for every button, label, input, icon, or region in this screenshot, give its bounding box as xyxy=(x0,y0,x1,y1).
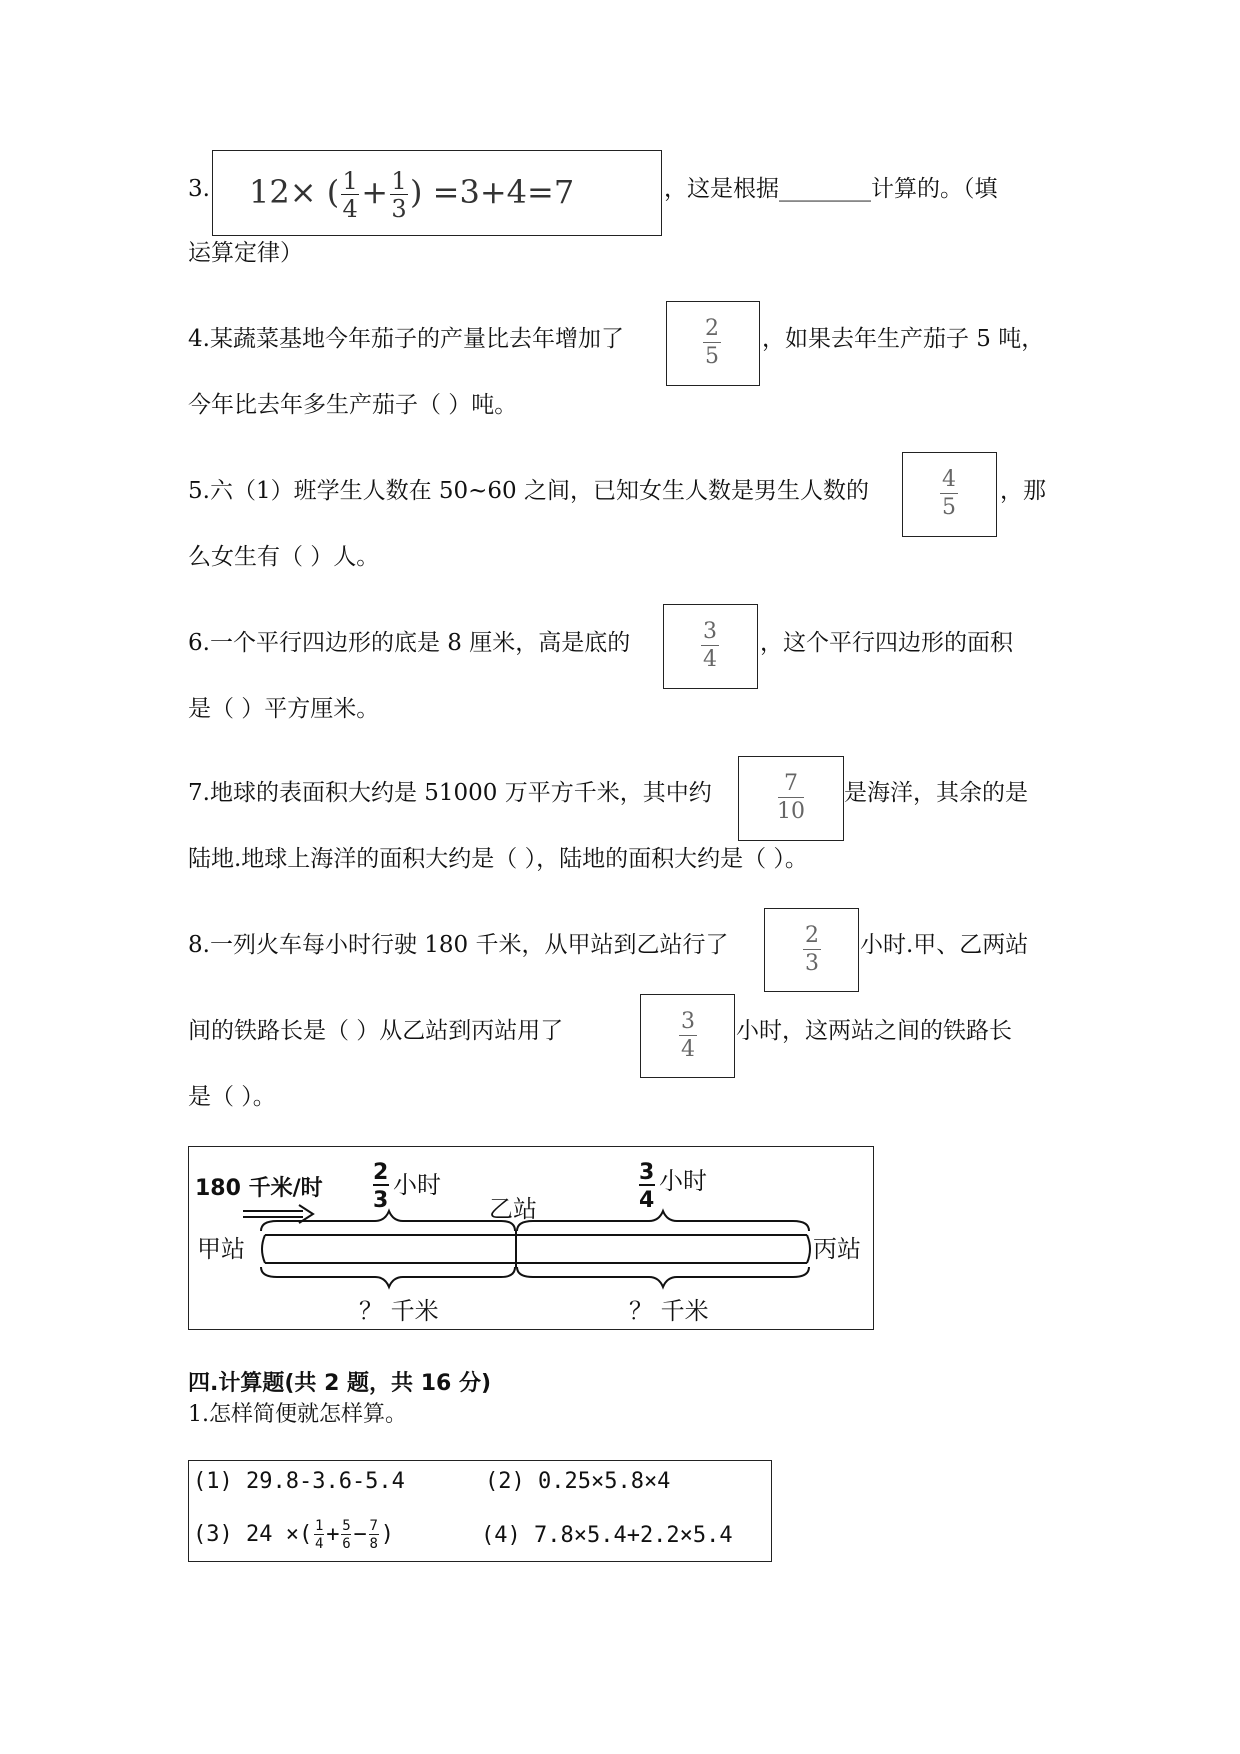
q6-text-after: ，这个平行四边形的面积 xyxy=(760,630,1013,656)
q4-line2: 今年比去年多生产茄子（ ）吨。 xyxy=(188,392,518,418)
q4-text: 4.某蔬菜基地今年茄子的产量比去年增加了 xyxy=(188,326,624,352)
top-brace-1 xyxy=(261,1211,515,1231)
q8-fraction-box-1 xyxy=(764,908,859,992)
q3-plus: + xyxy=(361,173,388,211)
q8-fraction-2: 3 4 xyxy=(681,1009,695,1062)
diagram-frac2-unit: 小时 xyxy=(659,1167,707,1195)
q4-fraction-box xyxy=(666,301,760,386)
q3-f2-num: 1 xyxy=(391,166,407,195)
section4-q1: 1.怎样简便就怎样算。 xyxy=(188,1402,407,1427)
q3-number: 3. xyxy=(188,176,210,202)
q5-line2: 么女生有（ ）人。 xyxy=(188,544,380,570)
q8-line3: 是（ ）。 xyxy=(188,1084,276,1110)
q5-fraction-box xyxy=(902,452,997,537)
bottom-brace-2 xyxy=(517,1267,809,1287)
problem-3-suffix: ) xyxy=(380,1522,394,1547)
q4-text-after: ，如果去年生产茄子 5 吨， xyxy=(762,326,1045,352)
problem-3-minus: − xyxy=(353,1522,367,1547)
q3-formula-box xyxy=(212,150,662,236)
q3-formula xyxy=(249,166,575,223)
speed-label: 180 千米/时 xyxy=(195,1176,323,1201)
unknown-distance-1: ？ 千米 xyxy=(359,1297,439,1325)
q7-text-after: 是海洋，其余的是 xyxy=(844,780,1028,806)
rail-left-cap xyxy=(262,1235,265,1263)
diagram-frac1-num: 2 xyxy=(373,1160,389,1185)
q3-f1-den: 4 xyxy=(342,194,358,223)
rail-right-cap xyxy=(807,1235,810,1263)
q3-fraction-2 xyxy=(390,166,408,223)
q7-fraction-box xyxy=(738,756,844,841)
diagram-frac2-num: 3 xyxy=(639,1160,655,1185)
q6-fraction-box xyxy=(663,604,758,689)
q3-fraction-1 xyxy=(341,166,359,223)
q3-f2-den: 3 xyxy=(391,194,407,223)
q7-fraction: 7 10 xyxy=(777,771,805,824)
q3-line2: 运算定律） xyxy=(188,240,303,266)
bottom-brace-1 xyxy=(261,1267,515,1287)
diagram-frac1-den: 3 xyxy=(373,1188,389,1213)
train-diagram xyxy=(188,1146,874,1330)
station-b-label: 乙站 xyxy=(489,1195,537,1223)
q8-fraction-box-2 xyxy=(640,994,735,1078)
q8-line2-after: 小时，这两站之间的铁路长 xyxy=(736,1018,1012,1044)
top-brace-2 xyxy=(517,1211,809,1231)
q3-formula-prefix: 12× ( xyxy=(249,173,340,211)
q3-f1-num: 1 xyxy=(342,166,358,195)
problem-3 xyxy=(193,1517,394,1553)
problem-2: (2) 0.25×5.8×4 xyxy=(485,1469,671,1494)
station-c-label: 丙站 xyxy=(813,1235,861,1263)
diagram-frac1-unit: 小时 xyxy=(393,1171,441,1199)
problem-3-frac-2: $\frac{5}{6}$ xyxy=(342,1518,351,1552)
q8-text: 8.一列火车每小时行驶 180 千米，从甲站到乙站行了 xyxy=(188,932,729,958)
q7-line2: 陆地.地球上海洋的面积大约是（ ），陆地的面积大约是（ ）。 xyxy=(188,846,808,872)
q5-fraction: 4 5 xyxy=(942,467,956,520)
unknown-distance-2: ？ 千米 xyxy=(629,1297,709,1325)
problem-3-plus: + xyxy=(326,1522,340,1547)
q8-line2: 间的铁路长是（ ）从乙站到丙站用了 xyxy=(188,1018,564,1044)
station-a-label: 甲站 xyxy=(197,1235,245,1263)
problem-3-frac-1: $\frac{1}{4}$ xyxy=(315,1518,324,1552)
q8-text-after: 小时.甲、乙两站 xyxy=(860,932,1029,958)
problem-3-prefix: (3) 24 ×( xyxy=(193,1522,313,1547)
q6-fraction: 3 4 xyxy=(703,619,717,672)
section-heading: 四.计算题(共 2 题，共 16 分) xyxy=(188,1371,492,1396)
train-diagram-svg xyxy=(189,1147,873,1329)
q4-fraction: 2 5 xyxy=(705,316,719,369)
q6-line2: 是（ ）平方厘米。 xyxy=(188,696,380,722)
q5-text: 5.六（1）班学生人数在 50~60 之间，已知女生人数是男生人数的 xyxy=(188,478,870,504)
problem-4: (4) 7.8×5.4+2.2×5.4 xyxy=(481,1523,733,1548)
q5-text-after: ，那 xyxy=(1000,478,1046,504)
problem-1: (1) 29.8-3.6-5.4 xyxy=(193,1469,405,1494)
q7-text: 7.地球的表面积大约是 51000 万平方千米，其中约 xyxy=(188,780,712,806)
calc-problems-box xyxy=(188,1460,772,1562)
q3-text: ，这是根据________计算的。（填 xyxy=(664,176,998,202)
q8-fraction-1: 2 3 xyxy=(805,923,819,976)
q3-formula-suffix: ) =3+4=7 xyxy=(410,173,575,211)
diagram-frac2-den: 4 xyxy=(639,1188,655,1213)
q6-text: 6.一个平行四边形的底是 8 厘米，高是底的 xyxy=(188,630,631,656)
problem-3-frac-3: $\frac{7}{8}$ xyxy=(369,1518,378,1552)
